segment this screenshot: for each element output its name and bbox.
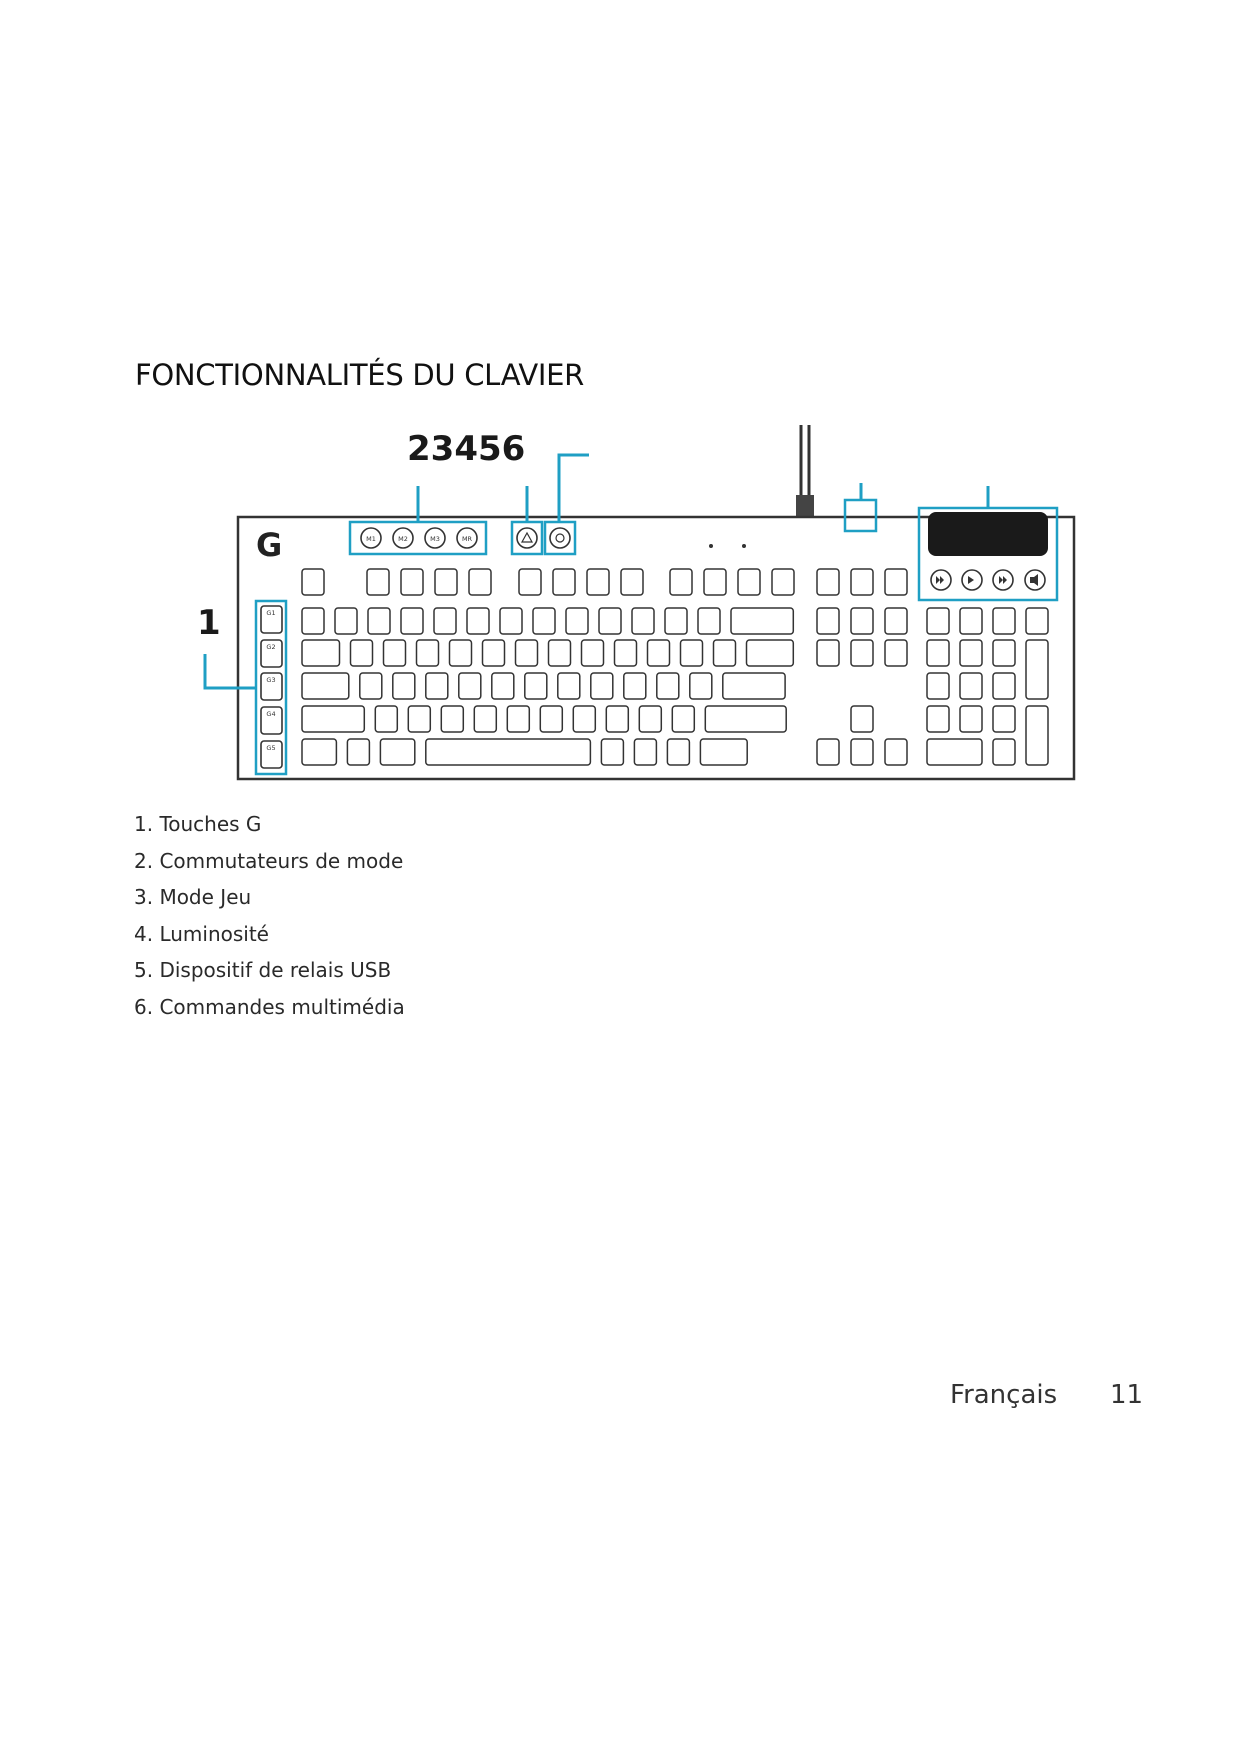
keyboard-key <box>960 640 982 666</box>
keyboard-key <box>698 608 720 634</box>
keyboard-key <box>927 608 949 634</box>
keyboard-key <box>747 640 794 666</box>
keyboard-key <box>885 608 907 634</box>
keyboard-key <box>1026 640 1048 699</box>
keyboard-key <box>621 569 643 595</box>
keyboard-key <box>347 739 369 765</box>
keyboard-key <box>441 706 463 732</box>
keyboard-key <box>335 608 357 634</box>
keyboard-key <box>393 673 415 699</box>
keyboard-key <box>927 640 949 666</box>
keyboard-key <box>401 608 423 634</box>
legend-item: 2. Commutateurs de mode <box>134 848 404 873</box>
keyboard-key <box>885 739 907 765</box>
keyboard-key <box>681 640 703 666</box>
keyboard-key <box>516 640 538 666</box>
keyboard-key <box>993 739 1015 765</box>
keyboard-key <box>705 706 786 732</box>
keyboard-key <box>700 739 747 765</box>
keyboard-key <box>434 608 456 634</box>
keyboard-key <box>426 673 448 699</box>
keyboard-key <box>302 706 364 732</box>
keyboard-key <box>302 739 336 765</box>
keyboard-key <box>500 608 522 634</box>
keyboard-key <box>401 569 423 595</box>
g-key-label-g2: G2 <box>266 643 276 651</box>
footer-language: Français <box>950 1380 1058 1410</box>
keyboard-key <box>601 739 623 765</box>
keyboard-key <box>426 739 591 765</box>
macro-label-m3: M3 <box>430 535 440 543</box>
keyboard-key <box>634 739 656 765</box>
keyboard-key <box>459 673 481 699</box>
macro-label-mr: MR <box>461 535 473 543</box>
keyboard-key <box>302 569 324 595</box>
keyboard-key <box>519 569 541 595</box>
keyboard-key <box>591 673 613 699</box>
keyboard-key <box>657 673 679 699</box>
logitech-g-logo: G <box>256 526 283 564</box>
keyboard-key <box>885 640 907 666</box>
keyboard-key <box>558 673 580 699</box>
keyboard-key <box>302 608 324 634</box>
keyboard-key <box>566 608 588 634</box>
legend-item: 6. Commandes multimédia <box>134 994 405 1019</box>
keyboard-key <box>667 739 689 765</box>
keyboard-key <box>851 706 873 732</box>
keyboard-key <box>639 706 661 732</box>
keyboard-key <box>817 739 839 765</box>
keyboard-key <box>368 608 390 634</box>
keyboard-key <box>851 569 873 595</box>
keyboard-key <box>606 706 628 732</box>
keyboard-key <box>670 569 692 595</box>
keyboard-key <box>690 673 712 699</box>
keyboard-key <box>927 706 949 732</box>
keyboard-key <box>483 640 505 666</box>
legend-item: 3. Mode Jeu <box>134 885 252 909</box>
keyboard-key <box>960 673 982 699</box>
keyboard-key <box>360 673 382 699</box>
keyboard-key <box>435 569 457 595</box>
keyboard-key <box>672 706 694 732</box>
page-title: FONCTIONNALITÉS DU CLAVIER <box>135 358 585 392</box>
callout-number-top: 23456 <box>407 429 526 469</box>
keyboard-key <box>632 608 654 634</box>
keyboard-key <box>582 640 604 666</box>
keyboard-key <box>927 739 982 765</box>
keyboard-key <box>817 640 839 666</box>
game-mode-icon <box>517 528 537 548</box>
legend-item: 5. Dispositif de relais USB <box>134 958 392 982</box>
brightness-icon <box>550 528 570 548</box>
callout-number-left: 1 <box>197 603 221 643</box>
feature-legend <box>134 806 405 1025</box>
keyboard-key <box>772 569 794 595</box>
keyboard-key <box>817 608 839 634</box>
keyboard-key <box>723 673 785 699</box>
keyboard-key <box>648 640 670 666</box>
g-key-label-g4: G4 <box>266 710 276 718</box>
keyboard-key <box>467 608 489 634</box>
keyboard-key <box>380 739 414 765</box>
keyboard-key <box>417 640 439 666</box>
keyboard-key <box>1026 608 1048 634</box>
keyboard-key <box>817 569 839 595</box>
keyboard-key <box>993 673 1015 699</box>
keyboard-key <box>384 640 406 666</box>
keyboard-key <box>599 608 621 634</box>
keyboard-key <box>885 569 907 595</box>
keyboard-key <box>927 673 949 699</box>
keyboard-key <box>615 640 637 666</box>
keyboard-key <box>714 640 736 666</box>
keyboard-key <box>469 569 491 595</box>
keyboard-key <box>553 569 575 595</box>
keyboard-key <box>738 569 760 595</box>
keyboard-key <box>573 706 595 732</box>
keyboard-key <box>704 569 726 595</box>
keyboard-key <box>851 739 873 765</box>
keyboard-key <box>533 608 555 634</box>
keyboard-key <box>665 608 687 634</box>
macro-label-m2: M2 <box>398 535 408 543</box>
keyboard-key <box>492 673 514 699</box>
keyboard-key <box>549 640 571 666</box>
keyboard-key <box>960 706 982 732</box>
keyboard-key <box>993 608 1015 634</box>
keyboard-key <box>624 673 646 699</box>
keyboard-key <box>302 640 340 666</box>
keyboard-key <box>367 569 389 595</box>
keyboard-key <box>587 569 609 595</box>
keyboard-key <box>993 706 1015 732</box>
keyboard-key <box>960 608 982 634</box>
media-volume-bar <box>928 512 1048 556</box>
g-key-label-g1: G1 <box>266 609 276 617</box>
keyboard-key <box>351 640 373 666</box>
page-number: 11 <box>1110 1380 1144 1410</box>
keyboard-key <box>731 608 793 634</box>
g-key-label-g5: G5 <box>266 744 276 752</box>
legend-item: 1. Touches G <box>134 812 262 836</box>
legend-item: 4. Luminosité <box>134 921 269 946</box>
g-key-label-g3: G3 <box>266 676 276 684</box>
keyboard-key <box>507 706 529 732</box>
keyboard-key <box>375 706 397 732</box>
keyboard-key <box>450 640 472 666</box>
keyboard-key <box>525 673 547 699</box>
keyboard-key <box>993 640 1015 666</box>
keyboard-key <box>408 706 430 732</box>
keyboard-key <box>851 640 873 666</box>
keyboard-key <box>302 673 349 699</box>
keyboard-key <box>851 608 873 634</box>
macro-label-m1: M1 <box>366 535 376 543</box>
usb-cable <box>796 425 814 517</box>
keyboard-key <box>474 706 496 732</box>
keyboard-key <box>540 706 562 732</box>
keyboard-key <box>1026 706 1048 765</box>
